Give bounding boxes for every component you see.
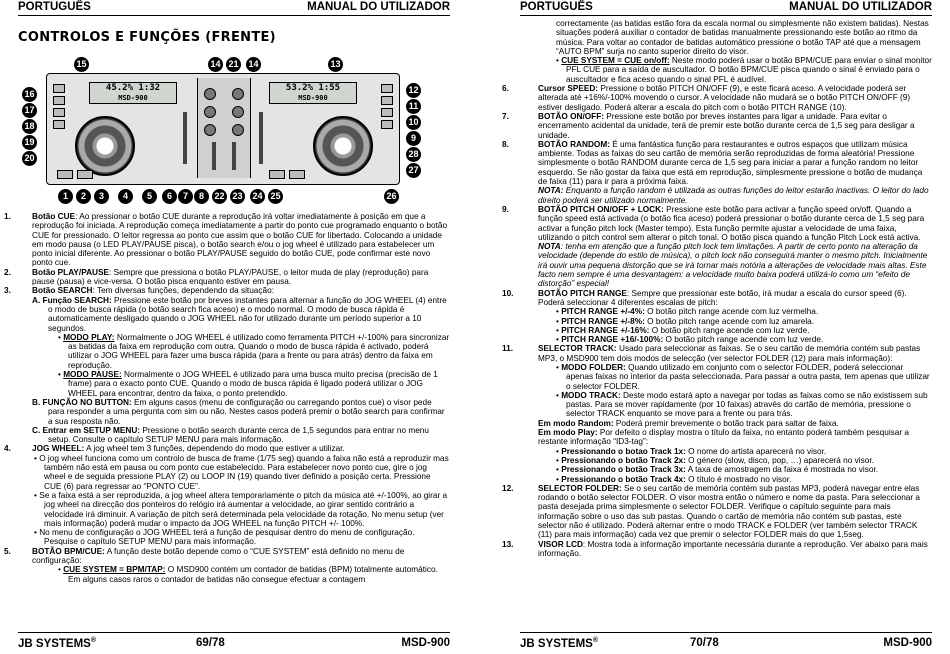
mixer-section [197, 78, 251, 178]
right-page [502, 0, 932, 654]
page-number: 69/78 [196, 637, 225, 649]
header-language: PORTUGUÊS [18, 1, 91, 13]
pitch-range-bullet: • PITCH RANGE +16/-100%: O botão pitch range acende com luz verde. [556, 335, 824, 345]
sub-item-text: Em alguns casos (menu de configuração ou carregando pontos cue) o visor pede para responder a uma pergunta com sim ou não. Nestes casos poderá premir o botão search para confirmar a sua resposta não. [48, 397, 445, 426]
item-3c [18, 426, 450, 445]
left-lcd-readout: 45.2% 1:32 [105, 83, 161, 93]
callout-number: 10 [406, 115, 421, 130]
bullet-text: O botão pitch range acende com luz verde. [663, 335, 824, 345]
note-text: : tenha em atenção que a função pitch lock tem limitações. A partir de certo ponto na alteração da velocidade (depende do estilo de música), o pitch lock não conseguirá manter o mesmo pitch. Inicialmente irá ouvir uma pequena distorção que se irá tornar mais notória a alterações de velocidade mais altas. Este facto nem sempre é uma desvantagem: a velocidade muito baixa poderá utilizá-lo como um “efeito de distorção” especial! [538, 242, 928, 289]
item-text: Usado para seleccionar as faixas. Se o seu cartão de memória contém sub pastas MP3, o MSD900 tem dois modos de selecção (ver selector FOLDER (12) para mais informação): [538, 344, 921, 363]
mixer-knob [232, 124, 244, 136]
item-7 [502, 111, 932, 140]
bullet-label: MODO PLAY: [63, 332, 115, 342]
page-header [520, 1, 932, 15]
bullet-text: O título é mostrado no visor. [685, 474, 792, 484]
item-text: Pressione este botão para activar a função speed on/off. Quando a função speed está activada (o botão fica aceso) poderá pressionar o botão durante cerca de 1,5 seg para activar a função pitch lock (Master tempo). Esta função permite ajustar a velocidade de uma faixa, utilizando o pitch control sem alterar o pitch tonal. O botão pisca quando a função Pitch Lock está activa. [538, 204, 925, 242]
bullet-text: O jog wheel funciona como um controlo de busca de frame (1/75 seg) quando a faixa não está a reproduzir mas também não está em pausa ou com ponto cue estabelecido. Para estabelecer novo ponto cue, gire o jog wheel e de seguida pressione PLAY (2) ou LOOP IN (19) quando tiver definido a posição certa. Pressione CUE (6) para regressar ao “PONTO CUE”. [39, 453, 449, 491]
random-mode-text [520, 419, 932, 428]
callout-number: 2 [76, 189, 91, 204]
item-number: 3. [4, 286, 11, 296]
sub-item-text: Pressione este botão por breves instantes para alternar a função do JOG WHEEL (4) entre o modo de busca rápida (o botão search fica aceso) e o modo normal. O modo de busca rápida é automaticamente desligado quando o JOG WHEEL não for utilizado durante um período superior a 10 segundos. [48, 295, 447, 333]
device-button [53, 84, 65, 93]
item-2 [4, 267, 450, 287]
device-button [381, 120, 393, 129]
callout-number: 20 [22, 151, 37, 166]
bullet-text: Se a faixa está a ser reproduzida, a jog wheel altera temporariamente o pitch da música até +/-100%, ao girar a jog wheel na direcção dos ponteiros do relógio irá aumentar a velocidade, ao girar sentido contrário a velocidade irá diminuir. A variação de pitch será determinada pela velocidade da rotação. No menu setup (ver mais informação) poderá mudar o impacto da JOG WHEEL na função PITCH +/- 100%. [39, 490, 448, 528]
item-number: 1. [4, 212, 11, 221]
item-text: : Sempre que pressiona o botão PLAY/PAUSE, o leitor muda de play (reprodução) para pause (pausa) e vice-versa. O botão pisca enquanto estiver em pausa. [32, 267, 429, 287]
callout-number: 14 [246, 57, 261, 72]
left-body-text [4, 212, 450, 584]
callout-number: 22 [212, 189, 227, 204]
bullet-text: O nome do artista aparecerá no visor. [685, 446, 827, 456]
bullet-text: O botão pitch range acende com luz vermelha. [644, 307, 819, 317]
item-13 [502, 539, 932, 559]
note-label: NOTA: [538, 186, 564, 196]
mixer-knob [232, 106, 244, 118]
item-label: BOTÃO ON/OFF: [538, 111, 604, 121]
bullet-text: Normalmente o JOG WHEEL é utilizado para uma busca muito precisa (precisão de 1 frame) para o exacto ponto CUE. Quando o modo de busca rápida é ligado poderá utilizar o JOG WHEEL para encontrar, dentro da faixa, o ponto pretendido. [68, 370, 438, 398]
footer-brand [18, 637, 96, 650]
cue-button-right [269, 170, 285, 179]
bullet-text: Deste modo estará apto a navegar por todas as faixas como se não existissem sub pastas. Para se mover rapidamente (por 10 faixas) através do cartão de memória, pressione o selector TRACK enquanto se move para a frente ou para trás. [566, 390, 928, 419]
registered-mark: ® [90, 637, 97, 644]
note-text: Enquanto a função random é utilizada as outras funções do leitor estarão inactivas. O leitor do lado direito poderá ser utilizado normalmente. [538, 186, 929, 205]
mixer-knob [204, 106, 216, 118]
mixer-knob [204, 88, 216, 100]
left-jog-wheel [75, 116, 135, 176]
track-press-bullet: • Pressionando o botao Track 1x: O nome do artista aparecerá no visor. [556, 446, 827, 456]
item-number: 13. [502, 539, 514, 549]
callout-number: 5 [142, 189, 157, 204]
item-label: BOTÃO PITCH ON/OFF + LOCK: [538, 204, 664, 214]
callout-number: 3 [94, 189, 109, 204]
mode-label: Em modo Random: [538, 418, 614, 428]
item-11 [502, 344, 932, 363]
callout-number: 26 [384, 189, 399, 204]
bullet-label: Pressionando o botão Track 3x: [561, 465, 686, 475]
item-text: : Ao pressionar o botão CUE durante a reprodução irá voltar imediatamente à posição em que a reprodução foi iniciada. A reprodução começa imediatamente a partir do ponto cue programado enquanto o botão CUE for pressionado. O leitor regressa ao ponto cue assim que o botão CUE for libertado. Colocando a unidade em modo pausa (o LED PLAY/PAUSE pisca), o botão search e/ou o jog wheel é utilizado para estabelecer um ponto inicial diferente. Ao pressionar o botão PLAY/PAUSE seguido do botão CUE, pode confirmar este novo ponto cue. [32, 212, 448, 268]
item-label: Botão CUE [32, 212, 76, 221]
header-rule [18, 15, 450, 16]
right-body-text [502, 19, 932, 558]
item-label: Cursor SPEED: [538, 84, 599, 94]
item-3a-bullet-1: • MODO PLAY: Normalmente o JOG WHEEL é utilizado como ferramenta PITCH +/-100% para sincronizar as batidas da faixa em reprodução com outra. Quando o modo de busca rápida é activado, poderá utilizar o JOG WHEEL para fazer uma busca rápida (para a frente ou para atrás) dentro da faixa em reprodução. [58, 332, 450, 370]
track-press-bullet: • Pressionando o botão Track 2x: O género (slow, disco, pop, …) aparecerá no visor. [556, 455, 874, 465]
mode-text: Poderá premir brevemente o botão track para saltar de faixa. [613, 418, 839, 428]
page-number: 70/78 [690, 637, 719, 649]
bullet-label: CUE SYSTEM = BPM/TAP: [63, 565, 166, 575]
item-text: Pressione este botão por breves instantes para ligar a unidade. Para evitar o encerramento acidental da unidade, terá de premir este botão durante cerca de 1,5 seg para desligar a unidade. [538, 111, 915, 140]
item-number: 9. [502, 204, 509, 214]
device-front-diagram [22, 55, 422, 210]
item-label: VISOR LCD [538, 539, 583, 549]
header-rule [520, 15, 932, 16]
bullet-text: O botão pitch range acende com luz verde. [649, 325, 810, 335]
cue-system-bullet: • CUE SYSTEM = CUE on/off: Neste modo poderá usar o botão BPM/CUE para enviar o sinal monitor PFL CUE para a saída de auscultador. O botão BPM/CUE pisca quando o sinal é enviado para o auscultador e fica aceso quando o sinal PFL é audível. [556, 56, 932, 84]
header-manual-title: MANUAL DO UTILIZADOR [307, 1, 450, 13]
item-text: Se o seu cartão de memória contém sub pastas MP3, poderá navegar entre elas rodando o botão selector FOLDER. O visor mostra então o número e nome da pasta. Para seleccionar a pasta desejada prima simplesmente o selector FOLDER. Verifique o capítulo seguinte para mais informação sobre o uso das sub pastas. Quando o cartão de memória não contém sub pastas, este selector não é utilizado. Poderá alternar entre o modo TRACK e FOLDER (ver também selector TRACK (11) para mais informação) cada vez que premir o selector FOLDER mais do que 1,5seg. [538, 483, 920, 540]
mode-text: Por defeito o display mostra o título da faixa, no entanto poderá também pesquisar a restante informação “ID3-tag”: [538, 428, 910, 447]
sub-item-label: B. FUNÇÃO NO BUTTON: [32, 397, 132, 407]
item-1 [4, 212, 450, 268]
device-body [46, 73, 400, 185]
callout-number: 24 [250, 189, 265, 204]
item-3 [4, 286, 450, 296]
bullet-label: CUE SYSTEM = CUE on/off: [561, 56, 670, 66]
header-language: PORTUGUÊS [520, 1, 593, 13]
right-jog-wheel [313, 116, 373, 176]
left-lcd-model: MSD-900 [118, 94, 148, 102]
footer-rule [18, 632, 450, 633]
item-8 [502, 139, 932, 205]
item-4 [4, 444, 450, 454]
item-4-bullet-2: • Se a faixa está a ser reproduzida, a jog wheel altera temporariamente o pitch da música até +/-100%, ao girar a jog wheel na direcção dos ponteiros do relógio irá aumentar a velocidade, ao girar sentido contrário a velocidade irá diminuir. A variação de pitch será determinada pela velocidade da rotação. No menu setup (ver mais informação) poderá mudar o impacto da JOG WHEEL na função PITCH +/- 100%. [34, 490, 448, 528]
item-4-bullet-1: • O jog wheel funciona como um controlo de busca de frame (1/75 seg) quando a faixa não está a reproduzir mas também não está em pausa ou com ponto cue estabelecido. Para estabelecer novo ponto cue, gire o jog wheel e de seguida pressione PLAY (2) ou LOOP IN (19) quando tiver definido a posição certa. Pressione CUE (6) para regressar ao “PONTO CUE”. [34, 453, 449, 491]
page-footer [520, 637, 932, 651]
mixer-knob [232, 88, 244, 100]
bullet-label: Pressionando o botão Track 4x: [561, 474, 686, 484]
device-button [381, 96, 393, 105]
right-pitch-fader [259, 112, 263, 164]
item-number: 6. [502, 84, 509, 94]
item-text: A jog wheel tem 3 funções, dependendo do modo que estiver a utilizar. [84, 444, 345, 454]
item-9 [502, 204, 932, 289]
item-label: SELECTOR FOLDER: [538, 483, 622, 493]
bullet-label: PITCH RANGE +16/-100%: [561, 335, 664, 345]
callout-number: 15 [74, 57, 89, 72]
right-lcd-model: MSD-900 [298, 94, 328, 102]
item-text: : Tem diversas funções, dependendo da situação: [92, 286, 274, 296]
page-footer [18, 637, 450, 651]
play-button-left [77, 170, 93, 179]
item-label: BOTÃO RANDOM: [538, 139, 610, 149]
callout-number: 21 [226, 57, 241, 72]
item-label: Botão PLAY/PAUSE [32, 267, 110, 277]
callout-number: 23 [230, 189, 245, 204]
callout-number: 27 [406, 163, 421, 178]
left-page [4, 0, 450, 654]
bullet-text: A taxa de amostragem da faixa é mostrada no visor. [685, 465, 879, 475]
bullet-label: Pressionando o botao Track 1x: [561, 446, 686, 456]
pitch-range-bullet: • PITCH RANGE +/-8%: O botão pitch range acende com luz amarela. [556, 316, 815, 326]
item-4-bullet-3: • No menu de configuração o JOG WHEEL terá a função de pesquisar dentro do menu de configuração. Pesquise o capítulo SETUP MENU para mais informação. [34, 528, 415, 547]
bullet-text: Normalmente o JOG WHEEL é utilizado como ferramenta PITCH +/-100% para sincronizar as batidas da faixa em reprodução com outra. Quando o modo de busca rápida é activado, poderá utilizar o JOG WHEEL para fazer uma busca rápida (para a frente ou para atrás) dentro da faixa em reprodução. [68, 332, 450, 370]
item-6 [502, 84, 932, 112]
item-5-bullet-1: • CUE SYSTEM = BPM/TAP: O MSD900 contém um contador de batidas (BPM) totalmente automático. Em alguns casos raros o contador de batidas não consegue efectuar a contagem [58, 565, 438, 584]
bullet-label: MODO PAUSE: [63, 370, 122, 380]
callout-number: 17 [22, 103, 37, 118]
sub-item-label: C. Entrar em SETUP MENU: [32, 425, 141, 435]
item-text: Pressione o botão PITCH ON/OFF (9), e este ficará aceso. A velocidade poderá ser alterada até +16%/-100% movendo o cursor. A velocidade não mudará se o botão PITCH ON/OFF (9) estiver desligado. Poderá alterar a escala do pitch com o botão PITCH RANGE (10). [538, 84, 911, 112]
callout-number: 11 [406, 99, 421, 114]
item-label: JOG WHEEL: [32, 444, 85, 454]
item-number: 8. [502, 139, 509, 149]
item-number: 4. [4, 444, 11, 454]
bullet-label: MODO TRACK: [561, 390, 621, 400]
callout-number: 14 [208, 57, 223, 72]
callout-number: 25 [268, 189, 283, 204]
bullet-text: O botão pitch range acende com luz amarela. [644, 316, 815, 326]
registered-mark: ® [592, 637, 599, 644]
callout-number: 4 [118, 189, 133, 204]
callout-number: 28 [406, 147, 421, 162]
track-press-bullet: • Pressionando o botão Track 4x: O título é mostrado no visor. [556, 474, 792, 484]
footer-rule [520, 632, 932, 633]
callout-number: 7 [178, 189, 193, 204]
footer-model: MSD-900 [401, 637, 450, 649]
item-text: : Sempre que pressionar este botão, irá mudar a escala do cursor speed (6). Poderá seleccionar 4 diferentes escalas de pitch: [538, 288, 907, 307]
item-label: SELECTOR TRACK: [538, 344, 617, 354]
item-number: 12. [502, 483, 514, 493]
bullet-label: PITCH RANGE +/-16%: [561, 325, 650, 335]
callout-number: 8 [194, 189, 209, 204]
channel-fader [212, 142, 216, 170]
device-button [381, 84, 393, 93]
sub-item-label: A. Função SEARCH: [32, 295, 112, 305]
bullet-text: No menu de configuração o JOG WHEEL terá a função de pesquisar dentro do menu de configuração. Pesquise o capítulo SETUP MENU para mais informação. [39, 528, 415, 547]
device-button [53, 108, 65, 117]
bullet-label: MODO FOLDER: [561, 362, 626, 372]
play-mode-text [520, 428, 932, 447]
callout-number: 18 [22, 119, 37, 134]
item-5 [4, 546, 450, 566]
channel-fader [232, 142, 236, 170]
header-manual-title: MANUAL DO UTILIZADOR [789, 1, 932, 13]
item-text: : Mostra toda a informação importante necessária durante a reprodução. Ver abaixo para mais informação. [538, 539, 928, 558]
right-lcd-readout: 53.2% 1:55 [285, 83, 341, 93]
continued-text: correctamente (as batidas estão fora da escala normal ou simplesmente não existem batidas). Nestas situações poderá auxiliar o contador de batidas manualmente pressionando este botão ao ritmo da música. Para voltar ao contador de batidas automático pressione o botão TAP até que a mensagem “AUTO BPM” surja no canto superior direito do visor. [556, 19, 929, 56]
callout-number: 19 [22, 135, 37, 150]
device-button [53, 120, 65, 129]
play-button-right [289, 170, 305, 179]
item-number: 5. [4, 546, 11, 556]
callout-number: 12 [406, 83, 421, 98]
cue-button-left [57, 170, 73, 179]
mode-folder-bullet: • MODO FOLDER: Quando utilizado em conjunto com o selector FOLDER, poderá seleccionar apenas faixas no interior da pasta seleccionada. Para passar a outra pasta, tem apenas que utilizar o selector FOLDER. [556, 362, 930, 391]
item-text: É uma fantástica função para restaurantes e outros espaços que utilizam música ambiente. Todas as faixas do seu cartão de memória serão reproduzidas de forma aleatória! Pressione simplesmente o botão RANDOM durante cerca de 1,5 seg para iniciar a parar a função random no leitor esquerdo. Se não gostar da faixa que está em reprodução, simplesmente pressione o botão de mudança de faixa (11) para ir para a próxima faixa. [538, 139, 923, 187]
device-button [53, 96, 65, 105]
item-number: 11. [502, 344, 514, 354]
right-lcd-display [269, 82, 357, 104]
callout-number: 16 [22, 87, 37, 102]
bullet-label: PITCH RANGE +/-8%: [561, 316, 645, 326]
item-10 [502, 288, 932, 308]
pitch-range-bullet: • PITCH RANGE +/-4%: O botão pitch range acende com luz vermelha. [556, 307, 819, 317]
mode-label: Em modo Play: [538, 428, 598, 438]
item-label: BOTÃO BPM/CUE: [32, 546, 105, 556]
item-number: 10. [502, 288, 514, 298]
callout-number: 9 [406, 131, 421, 146]
item-label: Botão SEARCH [32, 286, 93, 296]
left-pitch-fader [183, 112, 187, 164]
track-press-bullet: • Pressionando o botão Track 3x: A taxa de amostragem da faixa é mostrada no visor. [556, 465, 879, 475]
mixer-knob [204, 124, 216, 136]
footer-brand-text: JB SYSTEMS [18, 637, 91, 650]
footer-brand-text: JB SYSTEMS [520, 637, 593, 650]
item-number: 2. [4, 267, 11, 277]
note-label: NOTA [538, 242, 561, 252]
mode-track-bullet: • MODO TRACK: Deste modo estará apto a navegar por todas as faixas como se não existissem sub pastas. Para se mover rapidamente (por 10 faixas) através do cartão de memória, pressione o selector TRACK enquanto se move para a frente ou para trás. [556, 390, 928, 419]
callout-number: 13 [328, 57, 343, 72]
item-label: BOTÃO PITCH RANGE [538, 288, 627, 298]
left-lcd-display [89, 82, 177, 104]
pitch-range-bullet: • PITCH RANGE +/-16%: O botão pitch range acende com luz verde. [556, 325, 810, 335]
sub-item-text: Pressione o botão search durante cerca de 1,5 segundos para entrar no menu setup. Consulte o capítulo SETUP MENU para mais informação. [48, 425, 429, 445]
footer-model: MSD-900 [883, 637, 932, 649]
item-number: 7. [502, 111, 509, 121]
item-3b [18, 398, 450, 426]
bullet-label: PITCH RANGE +/-4%: [561, 307, 645, 317]
bullet-text: O MSD900 contém um contador de batidas (BPM) totalmente automático. Em alguns casos raros o contador de batidas não consegue efectuar a contagem [68, 565, 438, 584]
callout-number: 6 [162, 189, 177, 204]
section-title: CONTROLOS E FUNÇÕES (FRENTE) [18, 30, 276, 45]
bullet-text: Quando utilizado em conjunto com o selector FOLDER, poderá seleccionar apenas faixas no interior da pasta seleccionada. Para passar a outra pasta, tem apenas que utilizar o selector FOLDER. [566, 362, 930, 391]
bullet-label: Pressionando o botão Track 2x: [561, 455, 686, 465]
item-3a-bullet-2: • MODO PAUSE: Normalmente o JOG WHEEL é utilizado para uma busca muito precisa (precisão de 1 frame) para o exacto ponto CUE. Quando o modo de busca rápida é ligado poderá utilizar o JOG WHEEL para encontrar, dentro da faixa, o ponto pretendido. [58, 370, 438, 398]
device-button [381, 108, 393, 117]
footer-brand [520, 637, 598, 650]
bullet-text: Neste modo poderá usar o botão BPM/CUE para enviar o sinal monitor PFL CUE para a saída de auscultador. O botão BPM/CUE pisca quando o sinal é enviado para o auscultador e fica aceso quando o sinal PFL é audível. [566, 56, 932, 84]
page-header [18, 1, 450, 15]
item-12 [502, 483, 932, 540]
item-text: A função deste botão depende como o “CUE SYSTEM” está definido no menu de configuração: [32, 546, 405, 565]
bullet-text: O género (slow, disco, pop, …) aparecerá no visor. [685, 455, 874, 465]
item-3a [18, 296, 450, 333]
callout-number: 1 [58, 189, 73, 204]
